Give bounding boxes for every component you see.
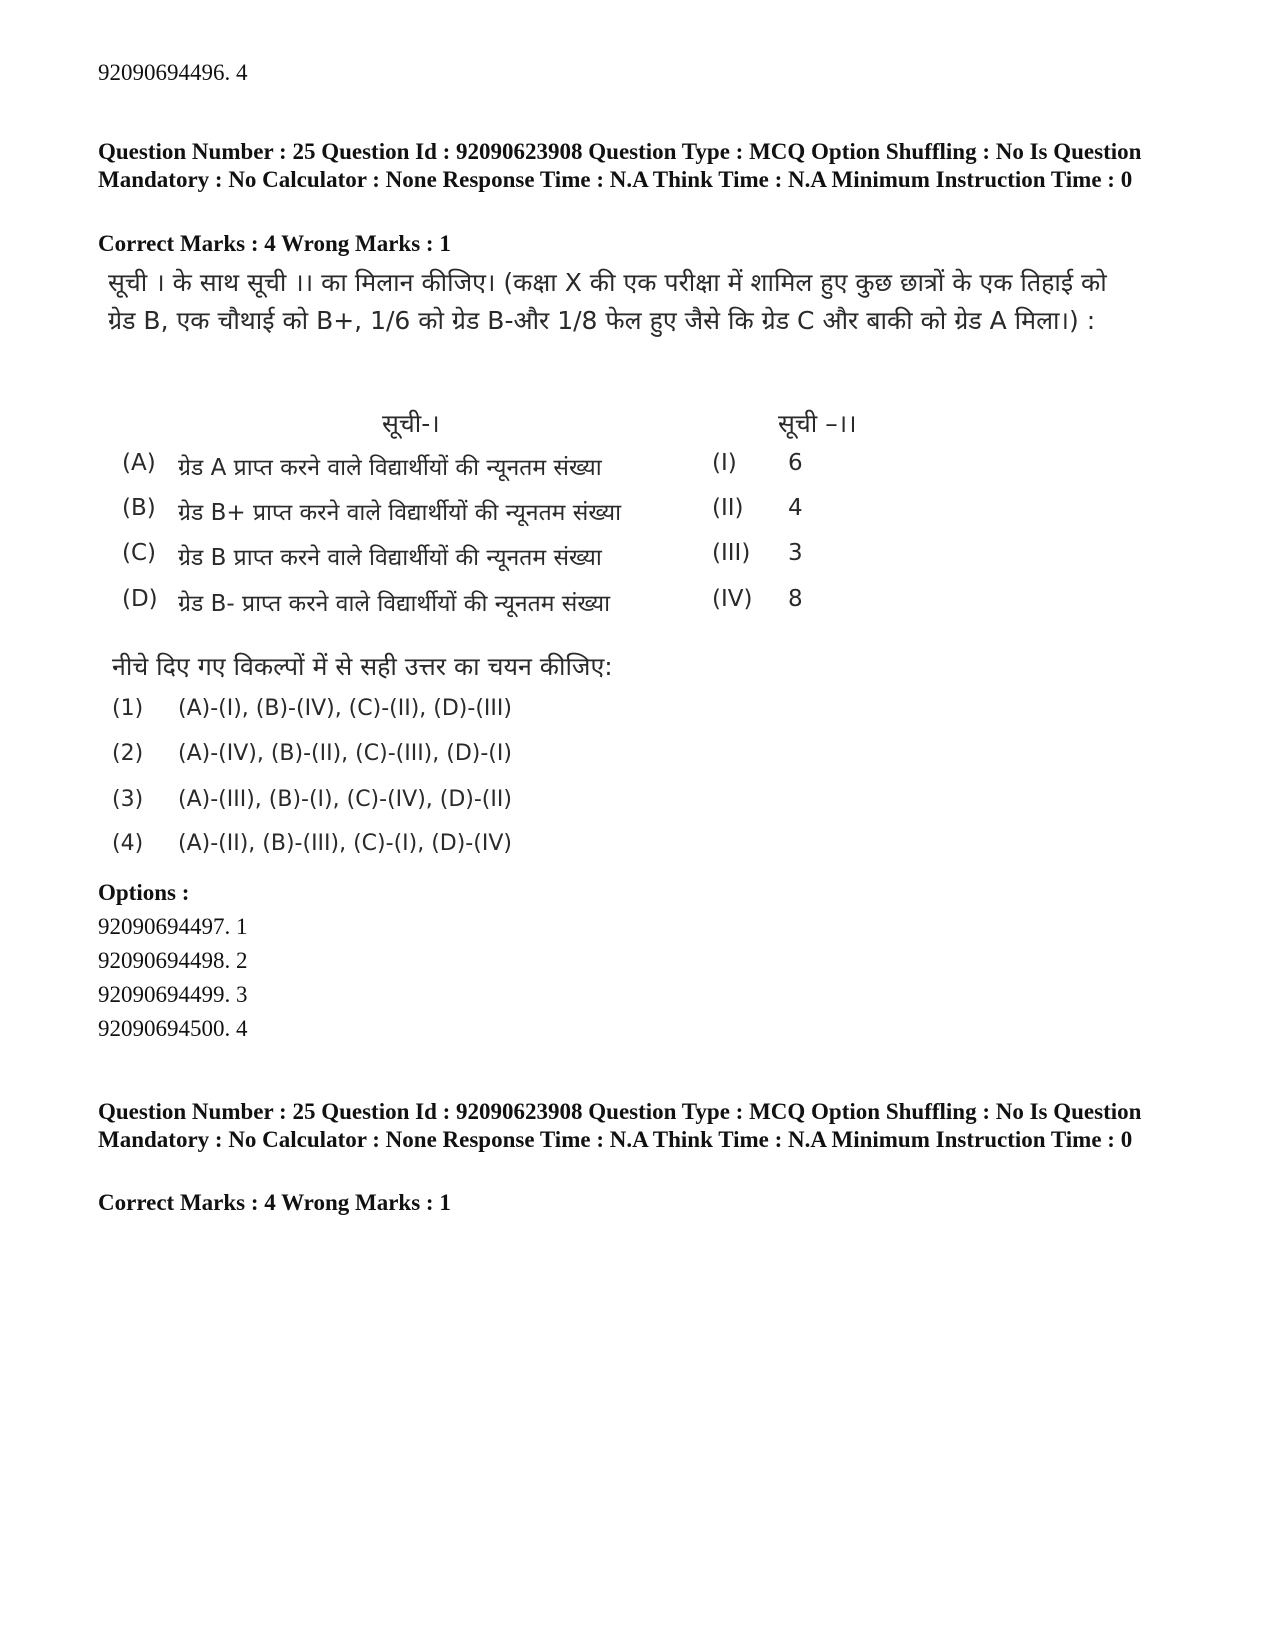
row-text: ग्रेड B+ प्राप्त करने वाले विद्यार्थीयों की न्यूनतम संख्या xyxy=(178,500,622,526)
row-letter: (B) xyxy=(122,495,156,521)
list2-heading: सूची –।। xyxy=(778,409,857,438)
row-text: ग्रेड A प्राप्त करने वाले विद्यार्थीयों की न्यूनतम संख्या xyxy=(178,455,602,481)
question-stem: सूची । के साथ सूची ।। का मिलान कीजिए। (कक्षा X की एक परीक्षा में शामिल हुए कुछ छात्रों के एक तिहाई को ग्रेड B, एक चौथाई को B+, 1/6 को ग्रेड B-और 1/8 फेल हुए जैसे कि ग्रेड C और बाकी को ग्रेड A मिला।) : xyxy=(108,268,1107,335)
row-letter: (C) xyxy=(122,540,157,566)
row-value: 8 xyxy=(788,586,803,612)
choice-number: (4) xyxy=(112,831,144,856)
option-line: 92090694497. 1 xyxy=(98,914,248,939)
choice-text: (A)-(II), (B)-(III), (C)-(I), (D)-(IV) xyxy=(178,831,512,856)
list1-heading: सूची-। xyxy=(382,409,440,438)
option-line: 92090694500. 4 xyxy=(98,1016,248,1041)
row-value: 4 xyxy=(788,495,803,521)
answer-instruction: नीचे दिए गए विकल्पों में से सही उत्तर का चयन कीजिए: xyxy=(112,652,613,681)
row-value: 6 xyxy=(788,450,803,476)
row-text: ग्रेड B- प्राप्त करने वाले विद्यार्थीयों की न्यूनतम संख्या xyxy=(178,591,611,617)
row-value: 3 xyxy=(788,540,803,566)
next-question-meta: Question Number : 25 Question Id : 92090623908 Question Type : MCQ Option Shuffling : No Is Question Mandatory : No Calculator : None Response Time : N.A Think Time : N.A Minimum Instruction Time : 0 xyxy=(98,1099,1142,1152)
choice-number: (2) xyxy=(112,741,144,766)
choice-number: (1) xyxy=(112,696,144,721)
question-image xyxy=(108,264,1128,856)
row-letter: (D) xyxy=(122,586,158,612)
row-roman: (II) xyxy=(712,495,744,521)
previous-option-line: 92090694496. 4 xyxy=(98,60,248,85)
row-roman: (IV) xyxy=(712,586,753,612)
option-line: 92090694498. 2 xyxy=(98,948,248,973)
choice-text: (A)-(IV), (B)-(II), (C)-(III), (D)-(I) xyxy=(178,741,512,766)
choice-text: (A)-(I), (B)-(IV), (C)-(II), (D)-(III) xyxy=(178,696,512,721)
row-text: ग्रेड B प्राप्त करने वाले विद्यार्थीयों की न्यूनतम संख्या xyxy=(178,545,602,571)
row-roman: (III) xyxy=(712,540,751,566)
choice-number: (3) xyxy=(112,787,144,812)
row-letter: (A) xyxy=(122,450,156,476)
row-roman: (I) xyxy=(712,450,737,476)
choice-text: (A)-(III), (B)-(I), (C)-(IV), (D)-(II) xyxy=(178,787,512,812)
next-question-marks: Correct Marks : 4 Wrong Marks : 1 xyxy=(98,1190,451,1215)
options-label: Options : xyxy=(98,880,190,905)
question-meta: Question Number : 25 Question Id : 92090623908 Question Type : MCQ Option Shuffling : No Is Question Mandatory : No Calculator : None Response Time : N.A Think Time : N.A Minimum Instruction Time : 0 xyxy=(98,139,1142,192)
question-marks: Correct Marks : 4 Wrong Marks : 1 xyxy=(98,231,451,256)
option-line: 92090694499. 3 xyxy=(98,982,248,1007)
